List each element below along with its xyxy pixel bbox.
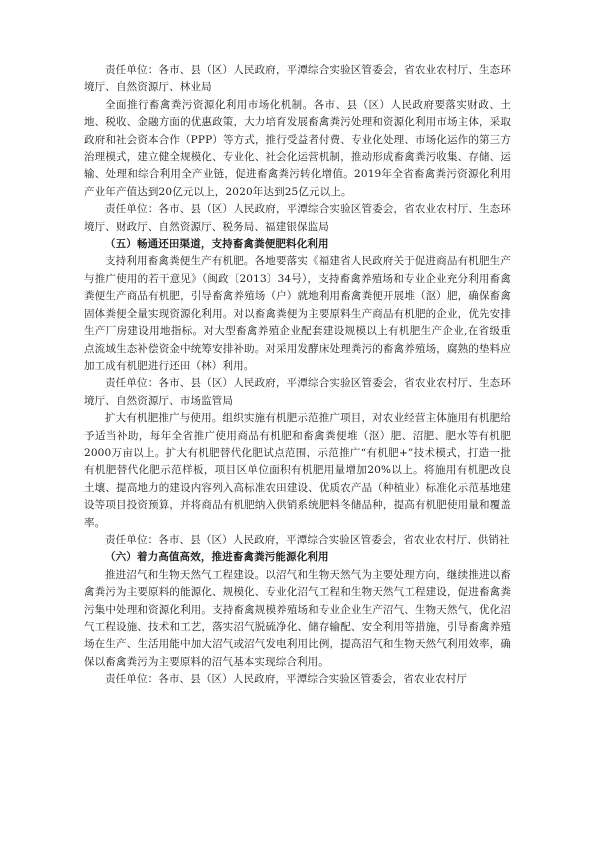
paragraph-responsible-units-5: 责任单位：各市、县（区）人民政府，平潭综合实验区管委会，省农业农村厅: [105, 673, 468, 686]
paragraph-responsible-units-4: 责任单位：各市、县（区）人民政府，平潭综合实验区管委会，省农业农村厅、供销社: [105, 533, 510, 546]
paragraph-responsible-units-1: 责任单位：各市、县（区）人民政府，平潭综合实验区管委会，省农业农村厅、生态环境厅、自然资源厅、林业局: [84, 64, 511, 94]
paragraph-organic-fertilizer-promotion: 扩大有机肥推广与使用。组织实施有机肥示范推广项目，对农业经营主体施用有机肥给予适当补助，每年全省推广使用商品有机肥和畜禽粪便堆（沤）肥、沼肥、肥水等有机肥2000万亩以上。扩大有机肥替代化肥试点范围，示范推广“有机肥+”技术模式，打造一批有机肥替代化肥示范样板，项目区单位面积有机肥用量增加20%以上。将施用有机肥改良土壤、提高地力的建设内容列入高标准农田建设、优质农产品（种植业）标准化示范基地建设等项目投资预算，并将商品有机肥纳入供销系统肥料冬储品种，提高有机肥使用量和覆盖率。: [84, 412, 511, 529]
paragraph-responsible-units-2: 责任单位：各市、县（区）人民政府，平潭综合实验区管委会，省农业农村厅、生态环境厅、财政厅、自然资源厅、税务局、福建银保监局: [84, 203, 511, 233]
paragraph-organic-fertilizer-production: 支持利用畜禽粪便生产有机肥。各地要落实《福建省人民政府关于促进商品有机肥生产与推广使用的若干意见》（闽政〔2013〕34号），支持畜禽养殖场和专业企业充分利用畜禽粪便生产商品有机肥，引导畜禽养殖场（户）就地利用畜禽粪便开展堆（沤）肥，确保畜禽固体粪便全量实现资源化利用。对以畜禽粪便为主要原料生产商品有机肥的企业，优先安排生产厂房建设用地指标。对大型畜禽养殖企业配套建设规模以上有机肥生产企业,在省级重点流域生态补偿资金中统筹安排补助。对采用发酵床处理粪污的畜禽养殖场，腐熟的垫料应加工成有机肥进行还田（林）利用。: [84, 255, 511, 372]
section-heading-6: （六）着力高值高效，推进畜禽粪污能源化利用: [105, 551, 329, 564]
paragraph-market-mechanism: 全面推行畜禽粪污资源化利用市场化机制。各市、县（区）人民政府要落实财政、土地、税收、金融方面的优惠政策，大力培育发展畜禽粪污处理和资源化利用市场主体，采取政府和社会资本合作（PPP）等方式，推行受益者付费、专业化处理、市场化运作的第三方治理模式，建立健全规模化、专业化、社会化运营机制，推动形成畜禽粪污收集、存储、运输、处理和综合利用全产业链，促进畜禽粪污转化增值。2019年全省畜禽粪污资源化利用产业年产值达到20亿元以上，2020年达到25亿元以上。: [84, 98, 511, 198]
paragraph-responsible-units-3: 责任单位：各市、县（区）人民政府，平潭综合实验区管委会，省农业农村厅、生态环境厅、自然资源厅、市场监管局: [84, 377, 511, 407]
paragraph-biogas-construction: 推进沼气和生物天然气工程建设。以沼气和生物天然气为主要处理方向，继续推进以畜禽粪污为主要原料的能源化、规模化、专业化沼气工程和生物天然气工程建设，促进畜禽粪污集中处理和资源化利用。支持畜禽规模养殖场和专业企业生产沼气、生物天然气，优化沼气工程设施、技术和工艺，落实沼气脱硫净化、储存输配、安全利用等措施，引导畜禽养殖场在生产、生活用能中加大沼气或沼气发电利用比例，提高沼气和生物天然气利用效率，确保以畜禽粪污为主要原料的沼气基本实现综合利用。: [84, 568, 511, 668]
section-heading-5: （五）畅通还田渠道，支持畜禽粪便肥料化利用: [105, 238, 329, 251]
